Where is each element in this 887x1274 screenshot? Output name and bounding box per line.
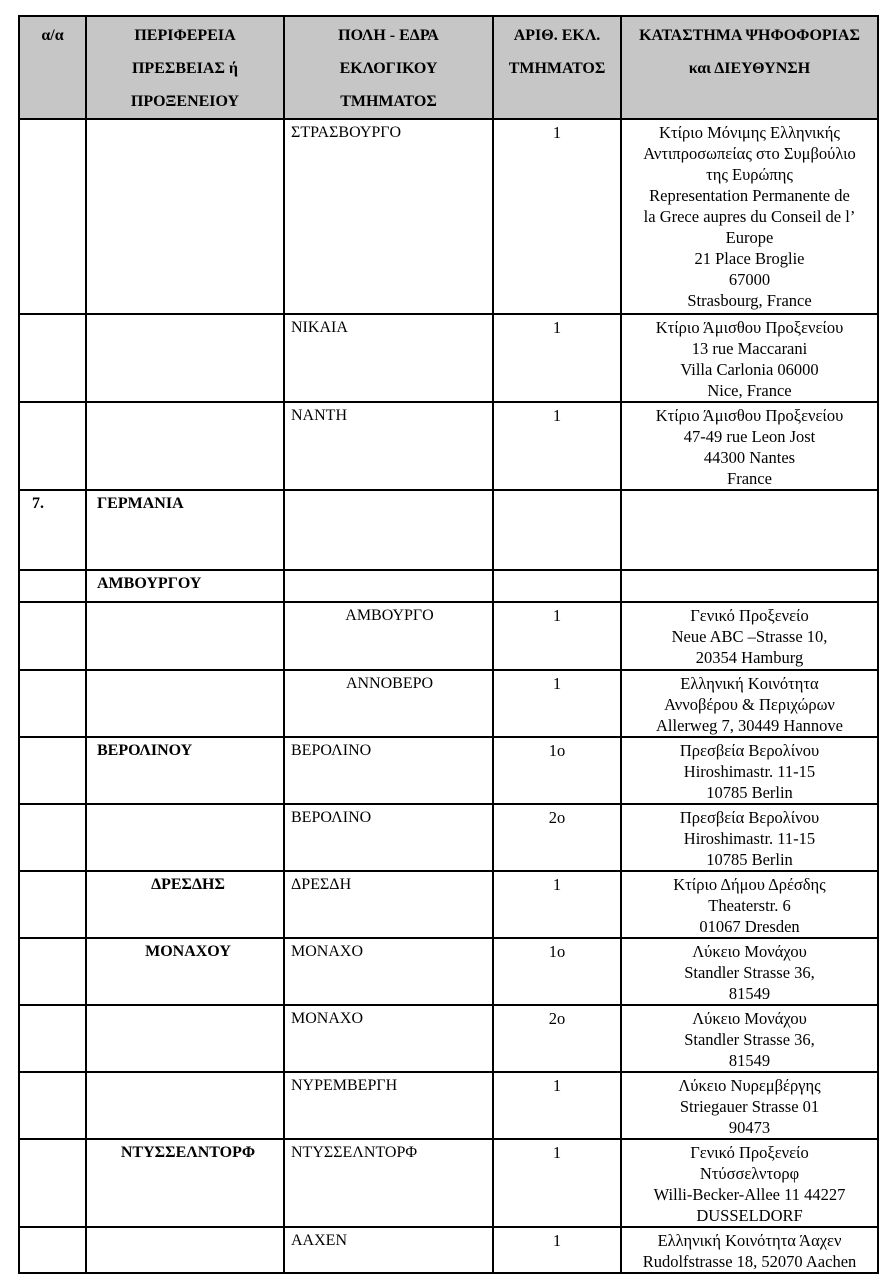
address-line: Allerweg 7, 30449 Hannove — [656, 716, 843, 735]
cell-region: ΒΕΡΟΛΙΝΟΥ — [86, 737, 284, 804]
header-cell-polling-place-address — [621, 16, 878, 119]
address-line: Κτίριο Άμισθου Προξενείου — [655, 318, 844, 337]
address-line: Αντιπροσωπείας στο Συμβούλιο — [643, 144, 856, 163]
header-row — [19, 16, 878, 119]
table-row — [19, 402, 878, 490]
cell-num — [19, 570, 86, 602]
cell-num — [19, 871, 86, 938]
cell-region: ΜΟΝΑΧΟΥ — [86, 938, 284, 1005]
header-line: ΑΡΙΘ. ΕΚΛ. — [513, 27, 601, 44]
cell-address — [621, 119, 878, 314]
table-row — [19, 938, 878, 1005]
address-line: Κτίριο Μόνιμης Ελληνικής — [659, 123, 840, 142]
cell-address — [621, 1139, 878, 1227]
cell-city — [284, 490, 493, 570]
cell-city: ΝΤΥΣΣΕΛΝΤΟΡΦ — [284, 1139, 493, 1227]
cell-region — [86, 602, 284, 670]
address-line: Ελληνική Κοινότητα Άαχεν — [657, 1231, 842, 1250]
cell-region: ΓΕΡΜΑΝΙΑ — [86, 490, 284, 570]
table-row — [19, 1139, 878, 1227]
address-line: 01067 Dresden — [699, 917, 800, 936]
address-line: Αννοβέρου & Περιχώρων — [664, 695, 835, 714]
address-line: Hiroshimastr. 11-15 — [683, 829, 816, 848]
cell-region: ΑΜΒΟΥΡΓΟΥ — [86, 570, 284, 602]
header-line: ΤΜΗΜΑΤΟΣ — [508, 60, 606, 77]
cell-num — [19, 1227, 86, 1273]
cell-num — [19, 1072, 86, 1139]
cell-station-number: 2ο — [493, 804, 621, 871]
address-line: Hiroshimastr. 11-15 — [683, 762, 816, 781]
cell-station-number: 1 — [493, 402, 621, 490]
table-row — [19, 314, 878, 402]
cell-station-number: 1 — [493, 1227, 621, 1273]
cell-num — [19, 938, 86, 1005]
address-line: Strasbourg, France — [687, 291, 812, 310]
address-line: Representation Permanente de — [649, 186, 850, 205]
address-line: Standler Strasse 36, — [684, 963, 815, 982]
address-line: 47-49 rue Leon Jost — [683, 427, 816, 446]
header-line: ΠΕΡΙΦΕΡΕΙΑ — [134, 27, 236, 44]
cell-num — [19, 602, 86, 670]
header-cell-city-seat — [284, 16, 493, 119]
cell-region — [86, 314, 284, 402]
cell-address — [621, 737, 878, 804]
header-line: ΕΚΛΟΓΙΚΟΥ — [339, 60, 438, 77]
address-line: 21 Place Broglie — [694, 249, 805, 268]
cell-address — [621, 490, 878, 570]
cell-num — [19, 737, 86, 804]
cell-region — [86, 119, 284, 314]
address-line: 81549 — [728, 1051, 771, 1070]
table-row — [19, 871, 878, 938]
address-line: 10785 Berlin — [706, 783, 793, 802]
cell-city: ΒΕΡΟΛΙΝΟ — [284, 804, 493, 871]
address-line: DUSSELDORF — [696, 1206, 803, 1225]
address-line: 90473 — [728, 1118, 771, 1137]
cell-city: ΝΑΝΤΗ — [284, 402, 493, 490]
header-line: και ΔΙΕΥΘΥΝΣΗ — [688, 60, 811, 77]
table-row — [19, 602, 878, 670]
cell-address — [621, 314, 878, 402]
address-line: 20354 Hamburg — [695, 648, 804, 667]
cell-address — [621, 602, 878, 670]
address-line: Ελληνική Κοινότητα — [680, 674, 819, 693]
cell-city: ΜΟΝΑΧΟ — [284, 938, 493, 1005]
address-line: Γενικό Προξενείο — [690, 606, 809, 625]
address-line: Europe — [725, 228, 774, 247]
cell-city: ΔΡΕΣΔΗ — [284, 871, 493, 938]
cell-station-number: 1 — [493, 670, 621, 737]
cell-region: ΝΤΥΣΣΕΛΝΤΟΡΦ — [86, 1139, 284, 1227]
cell-station-number — [493, 490, 621, 570]
address-line: Nice, France — [707, 381, 792, 400]
header-line: α/α — [41, 27, 64, 44]
table-row — [19, 490, 878, 570]
cell-station-number: 1 — [493, 871, 621, 938]
cell-address — [621, 804, 878, 871]
cell-city: ΜΟΝΑΧΟ — [284, 1005, 493, 1072]
cell-station-number: 1ο — [493, 938, 621, 1005]
table-row — [19, 670, 878, 737]
cell-station-number: 2ο — [493, 1005, 621, 1072]
address-line: Striegauer Strasse 01 — [679, 1097, 820, 1116]
table-row — [19, 1005, 878, 1072]
cell-address — [621, 670, 878, 737]
address-line: Πρεσβεία Βερολίνου — [679, 741, 820, 760]
table-header — [19, 16, 878, 119]
address-line: 67000 — [728, 270, 771, 289]
address-line: Λύκειο Μονάχου — [692, 1009, 807, 1028]
cell-station-number: 1ο — [493, 737, 621, 804]
cell-station-number: 1 — [493, 602, 621, 670]
cell-address — [621, 871, 878, 938]
cell-address — [621, 402, 878, 490]
header-cell-station-number — [493, 16, 621, 119]
address-line: France — [727, 469, 772, 488]
cell-city: ΑΝΝΟΒΕΡΟ — [284, 670, 493, 737]
address-line: της Ευρώπης — [706, 165, 793, 184]
cell-address — [621, 938, 878, 1005]
cell-region — [86, 402, 284, 490]
address-line: Neue ABC –Strasse 10, — [671, 627, 828, 646]
address-line: Willi-Becker-Allee 11 44227 — [653, 1185, 846, 1204]
table-row — [19, 570, 878, 602]
cell-city: ΒΕΡΟΛΙΝΟ — [284, 737, 493, 804]
address-line: Πρεσβεία Βερολίνου — [679, 808, 820, 827]
address-line: la Grece aupres du Conseil de l’ — [643, 207, 856, 226]
header-cell-serial-number — [19, 16, 86, 119]
cell-region — [86, 1072, 284, 1139]
address-line: Γενικό Προξενείο — [690, 1143, 809, 1162]
cell-region: ΔΡΕΣΔΗΣ — [86, 871, 284, 938]
header-line: ΤΜΗΜΑΤΟΣ — [340, 93, 437, 110]
address-line: Standler Strasse 36, — [684, 1030, 815, 1049]
header-line: ΠΡΕΣΒΕΙΑΣ ή — [131, 60, 239, 77]
cell-region — [86, 1227, 284, 1273]
cell-station-number: 1 — [493, 314, 621, 402]
cell-num — [19, 670, 86, 737]
address-line: 13 rue Maccarani — [691, 339, 808, 358]
cell-region — [86, 804, 284, 871]
address-line: Κτίριο Άμισθου Προξενείου — [655, 406, 844, 425]
cell-city: ΝΙΚΑΙΑ — [284, 314, 493, 402]
table-row — [19, 737, 878, 804]
cell-address — [621, 1227, 878, 1273]
address-line: Ντύσσελντορφ — [699, 1164, 800, 1183]
cell-city: ΑΑΧΕΝ — [284, 1227, 493, 1273]
cell-city — [284, 570, 493, 602]
header-line: ΠΟΛΗ - ΕΔΡΑ — [338, 27, 439, 44]
cell-city: ΣΤΡΑΣΒΟΥΡΓΟ — [284, 119, 493, 314]
cell-city: ΝΥΡΕΜΒΕΡΓΗ — [284, 1072, 493, 1139]
table-row — [19, 1227, 878, 1273]
header-cell-embassy-region — [86, 16, 284, 119]
cell-num — [19, 314, 86, 402]
cell-region — [86, 1005, 284, 1072]
address-line: Λύκειο Νυρεμβέργης — [678, 1076, 821, 1095]
cell-num — [19, 119, 86, 314]
polling-stations-table — [18, 15, 879, 1274]
address-line: Villa Carlonia 06000 — [680, 360, 819, 379]
address-line: 81549 — [728, 984, 771, 1003]
address-line: Theaterstr. 6 — [708, 896, 791, 915]
table-body — [19, 119, 878, 1273]
address-line: Κτίριο Δήμου Δρέσδης — [673, 875, 826, 894]
cell-address — [621, 570, 878, 602]
cell-region — [86, 670, 284, 737]
cell-station-number — [493, 570, 621, 602]
cell-num: 7. — [19, 490, 86, 570]
cell-station-number: 1 — [493, 1139, 621, 1227]
cell-city: ΑΜΒΟΥΡΓΟ — [284, 602, 493, 670]
cell-num — [19, 804, 86, 871]
cell-num — [19, 1005, 86, 1072]
header-line: ΠΡΟΞΕΝΕΙΟΥ — [130, 93, 240, 110]
cell-num — [19, 402, 86, 490]
cell-num — [19, 1139, 86, 1227]
address-line: Λύκειο Μονάχου — [692, 942, 807, 961]
header-line: ΚΑΤΑΣΤΗΜΑ ΨΗΦΟΦΟΡΙΑΣ — [639, 27, 860, 44]
table-row — [19, 119, 878, 314]
table-row — [19, 804, 878, 871]
table-row — [19, 1072, 878, 1139]
cell-address — [621, 1072, 878, 1139]
cell-station-number: 1 — [493, 119, 621, 314]
address-line: 44300 Nantes — [703, 448, 796, 467]
cell-address — [621, 1005, 878, 1072]
address-line: Rudolfstrasse 18, 52070 Aachen — [642, 1252, 857, 1271]
address-line: 10785 Berlin — [706, 850, 793, 869]
cell-station-number: 1 — [493, 1072, 621, 1139]
